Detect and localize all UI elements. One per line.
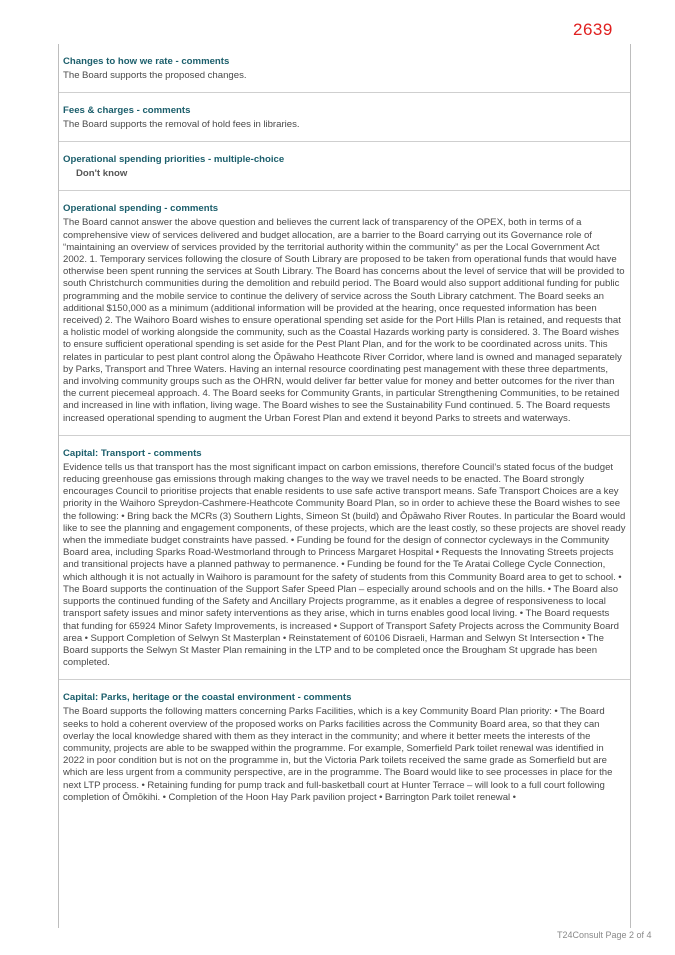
section-title: Operational spending priorities - multiple-choice: [63, 154, 285, 166]
section-title: Capital: Transport - comments: [63, 447, 202, 459]
section-operational-priorities: [59, 142, 630, 191]
selected-choice: Don't know: [76, 168, 128, 180]
section-transport: [59, 436, 630, 680]
section-body: The Board supports the removal of hold fees in libraries.: [63, 119, 300, 131]
section-body: The Board supports the following matters concerning Parks Facilities, which is a key Community Board Plan priority: • The Board seeks to hold a coherent overview of the proposed works on Parks facilities across the Community Board area, so that they can overlay the local knowledge shared with them as they interact in the community; and where it better meets the interests of the community, projects are able to be swapped within the programme. For example, Somerfield Park toilet renewal was identified in 2022 in poor condition but is not on the programme in, but the Victoria Park toilets received the same grade as Somerfield but are which are less urgent from a community perspective, are in the programme. The Board would like to see processes in place for the next LTP process. • Retaining funding for pump track and full-basketball court at Hunter Terrace – will look to a full court following completion of Ōmōkihi. • Completion of the Hoon Hay Park pavilion project • Barrington Park toilet renewal •: [63, 706, 613, 803]
section-body: The Board supports the proposed changes.: [63, 70, 247, 81]
submission-content: [58, 44, 631, 928]
section-body: Evidence tells us that transport has the most significant impact on carbon emissions, therefore Council’s stated focus of the budget reducing greenhouse gas emissions through making changes to the way we travel needs to be enacted. The Board strongly encourages Council to prioritise projects that enable residents to use safe active transport means. Safe Transport Choices are a key priority in the Waihoro Spreydon-Cashmere-Heathcote Community Board Plan, so in order to achieve these the Board wishes to see the following: • Bring back the MCRs (3) Southern Lights, Simeon St (build) and Ōpāwaho River Routes. In particular the Board would like to see the planning and engagement components, of these projects, which are the least costly, so these projects are shovel ready when the immediate budget constraints have passed. • Funding be found for the design of connector cycleways in the Community Board area, including Sparks Road-Westmorland through to Princess Margaret Hospital • Requests the Innovating Streets projects and transitional projects have a planned pathway to permanence. • Funding be found for the Te Aratai College Cycle Connection, which although it is not actually in Waihoro is paramount for the safety of students from this Community Board area to get to school. • The Board supports the continuation of the Support Safer Speed Plan – especially around schools and on the hills. • The Board also supports the continued funding of the Safety and Ancillary Projects programme, as it enables a degree of responsiveness to local transport safety issues and minor safety interventions as they arise, which in turns enables good local living. • The Board requests that funding for 65924 Minor Safety Improvements, is increased • Support of Transport Safety Projects across the Community Board area • Support Completion of Selwyn St Masterplan • Reinstatement of 60106 Disraeli, Harman and Selwyn St Intersection • The Board supports the Selwyn St Master Plan remaining in the LTP and to be completed once the Brougham St upgrade has been completed.: [63, 461, 626, 669]
section-title: Operational spending - comments: [63, 203, 219, 215]
section-body: The Board cannot answer the above question and believes the current lack of transparency of the OPEX, both in terms of a comprehensive view of services delivered and budget allocation, are a barrier to the Board carrying out its Governance role of “maintaining an overview of services provided by the territorial authority within the community” as per the Local Government Act 2002. 1. Temporary services following the closure of South Library are proposed to be taken from operational funds that would have otherwise been spent running the services at South Library. The Board has concerns about the level of service that will be provided to south Christchurch communities during the demolition and rebuild period. The Board would also support additional funding for public programming and the mobile service to continue the delivery of service across the South Library catchment. The Board seeks an additional $150,000 as a minimum (additional information will be provided at the hearing, once requested information has been received) 2. The Waihoro Board wishes to ensure operational spending set aside for the Port Hills Plan is retained, and requests that a holistic model of working alongside the community, such as the Coastal Hazards working party is considered. 3. The Board wishes to ensure sufficient operational spending is set aside for the Pest Plant Plan, and for the work to be coordinated across units. This relates in particular to pest plant control along the Ōpāwaho Heathcote River Corridor, where land is owned and managed separately by Parks, Transport and Three Waters. Having an internal resource coordinating pest management with these three departments, and involving community groups such as the OHRN, would deliver far better value for money and better outcomes for the river than the current piecemeal approach. 4. The Board seeks for Community Grants, in particular Strengthening Communities, to be retained and increased in line with inflation, living wage. The Board wishes to see the Sustainability Fund continued. 5. The Board requests increased operational spending to augment the Urban Forest Plan and extend it beyond Parks to streets and waterways.: [63, 217, 625, 424]
section-parks: [59, 680, 630, 814]
page-stamp-number: 2639: [573, 20, 613, 39]
section-title: Changes to how we rate - comments: [63, 56, 230, 67]
section-rates: [59, 44, 630, 93]
section-title: Fees & charges - comments: [63, 105, 191, 117]
section-fees: [59, 93, 630, 142]
section-title: Capital: Parks, heritage or the coastal environment - comments: [63, 692, 352, 704]
section-operational-comments: [59, 191, 630, 435]
page-footer: T24Consult Page 2 of 4: [557, 930, 652, 940]
